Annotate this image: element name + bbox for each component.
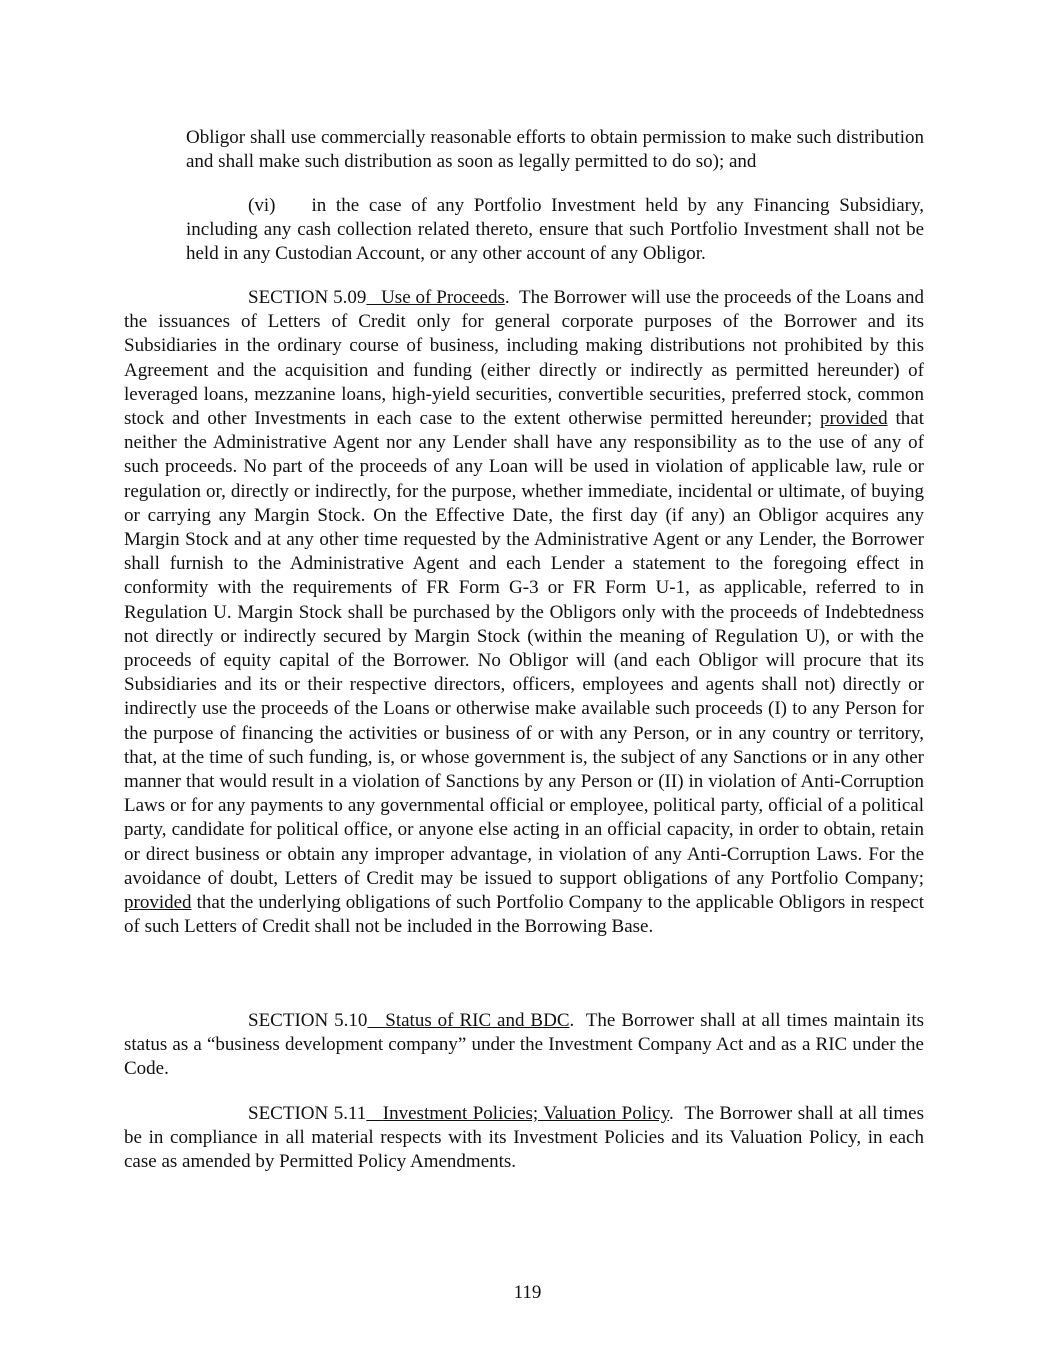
provided-term-1: provided bbox=[820, 408, 888, 430]
section-5-11-text: The Borrower shall at all times be in compliance in all material respects with its Investment Policies and its Valuation Policy, in each case as amended by Permitted Policy Amendments. bbox=[124, 1103, 924, 1173]
continuation-paragraph bbox=[186, 126, 924, 174]
section-5-10-heading: Status of RIC and BDC bbox=[385, 1010, 570, 1031]
section-5-09-paragraph: SECTION 5.09 Use of Proceeds. The Borrower will use the proceeds of the Loans and the issuances of Letters of Credit only for general corporate purposes of the Borrower and its Subsidiaries in the ordinary course of business, including making distributions not prohibited by this Agreement and the acquisition and funding (either directly or indirectly as permitted hereunder) of leveraged loans, mezzanine loans, high-yield securities, convertible securities, preferred stock, common stock and other Investments in each case to the extent otherwise permitted hereunder; provided that neither the Administrative Agent nor any Lender shall have any responsibility as to the use of any of such proceeds. No part of the proceeds of any Loan will be used in violation of applicable law, rule or regulation or, directly or indirectly, for the purpose, whether immediate, incidental or ultimate, of buying or carrying any Margin Stock. On the Effective Date, the first day (if any) an Obligor acquires any Margin Stock and at any other time requested by the Administrative Agent or any Lender, the Borrower shall furnish to the Administrative Agent and each Lender a statement to the foregoing effect in conformity with the requirements of FR Form G-3 or FR Form U-1, as applicable, referred to in Regulation U. Margin Stock shall be purchased by the Obligors only with the proceeds of Indebtedness not directly or indirectly secured by Margin Stock (within the meaning of Regulation U), or with the proceeds of equity capital of the Borrower. No Obligor will (and each Obligor will procure that its Subsidiaries and its or their respective directors, officers, employees and agents shall not) directly or indirectly use the proceeds of the Loans or otherwise make available such proceeds (I) to any Person for the purpose of financing the activities or business of or with any Person, or in any country or territory, that, at the time of such funding, is, or whose government is, the subject of any Sanctions or in any other manner that would result in a violation of Sanctions by any Person or (II) in violation of Anti-Corruption Laws or for any payments to any governmental official or employee, political party, official of a political party, candidate for political office, or anyone else acting in an official capacity, in order to obtain, retain or direct business or obtain any improper advantage, in violation of any Anti-Corruption Laws. For the avoidance of doubt, Letters of Credit may be issued to support obligations of any Portfolio Company; provided that the underlying obligations of such Portfolio Company to the applicable Obligors in respect of such Letters of Credit shall not be included in the Borrowing Base. bbox=[124, 287, 925, 938]
provided-term-2: provided bbox=[124, 892, 192, 914]
section-5-09-heading: Use of Proceeds bbox=[381, 287, 505, 308]
section-5-09-text-part3: that the underlying obligations of such Portfolio Company to the applicable Obligors in respect of such Letters of Credit shall not be included in the Borrowing Base. bbox=[124, 892, 925, 938]
section-5-11-paragraph: SECTION 5.11 Investment Policies; Valuation Policy. The Borrower shall at all times be in compliance in all material respects with its Investment Policies and its Valuation Policy, in each case as amended by Permitted Policy Amendments. bbox=[124, 1103, 924, 1173]
clause-vi-text: in the case of any Portfolio Investment held by any Financing Subsidiary, including any cash collection related thereto, ensure that such Portfolio Investment shall not be held in any Custodian Account, or any other account of any Obligor. bbox=[186, 195, 924, 265]
continuation-text: Obligor shall use commercially reasonable efforts to obtain permission to make such distribution and shall make such distribution as soon as legally permitted to do so); and bbox=[186, 127, 924, 173]
section-5-11-number: SECTION 5.11 bbox=[248, 1103, 367, 1124]
section-5-10-number: SECTION 5.10 bbox=[248, 1010, 368, 1031]
section-5-09-text-part1: The Borrower will use the proceeds of the Loans and the issuances of Letters of Credit only for general corporate purposes of the Borrower and its Subsidiaries in the ordinary course of business, including making distributions not prohibited by this Agreement and the acquisition and funding (either directly or indirectly as permitted hereunder) of leveraged loans, mezzanine loans, high-yield securities, convertible securities, preferred stock, common stock and other Investments in each case to the extent otherwise permitted hereunder; bbox=[124, 287, 924, 430]
section-5-11-heading: Investment Policies; Valuation Policy bbox=[382, 1103, 669, 1124]
clause-vi-paragraph bbox=[186, 194, 924, 267]
section-5-10-text: The Borrower shall at all times maintain its status as a “business development company” under the Investment Company Act and as a RIC under the Code. bbox=[124, 1010, 924, 1080]
page-number: 119 bbox=[513, 1282, 542, 1303]
section-5-09-text-part2: that neither the Administrative Agent nor any Lender shall have any responsibility as to the use of any of such proceeds. No part of the proceeds of any Loan will be used in violation of applicable law, rule or regulation or, directly or indirectly, for the purpose, whether immediate, incidental or ultimate, of buying or carrying any Margin Stock. On the Effective Date, the first day (if any) an Obligor acquires any Margin Stock and at any other time requested by the Administrative Agent or any Lender, the Borrower shall furnish to the Administrative Agent and each Lender a statement to the foregoing effect in conformity with the requirements of FR Form G-3 or FR Form U-1, as applicable, referred to in Regulation U. Margin Stock shall be purchased by the Obligors only with the proceeds of Indebtedness not directly or indirectly secured by Margin Stock (within the meaning of Regulation U), or with the proceeds of equity capital of the Borrower. No Obligor will (and each Obligor will procure that its Subsidiaries and its or their respective directors, officers, employees and agents shall not) directly or indirectly use the proceeds of the Loans or otherwise make available such proceeds (I) to any Person for the purpose of financing the activities or business of or with any Person, or in any country or territory, that, at the time of such funding, is, or whose government is, the subject of any Sanctions or in any other manner that would result in a violation of Sanctions by any Person or (II) in violation of Anti-Corruption Laws or for any payments to any governmental official or employee, political party, official of a political party, candidate for political office, or anyone else acting in an official capacity, in order to obtain, retain or direct business or obtain any improper advantage, in violation of any Anti-Corruption Laws. For the avoidance of doubt, Letters of Credit may be issued to support obligations of any Portfolio Company; bbox=[124, 408, 925, 889]
section-5-10-paragraph: SECTION 5.10 Status of RIC and BDC. The Borrower shall at all times maintain its status as a “business development company” under the Investment Company Act and as a RIC under the Code. bbox=[124, 1010, 924, 1080]
section-5-09-number: SECTION 5.09 bbox=[248, 287, 367, 308]
clause-vi-number: (vi) bbox=[248, 195, 276, 216]
